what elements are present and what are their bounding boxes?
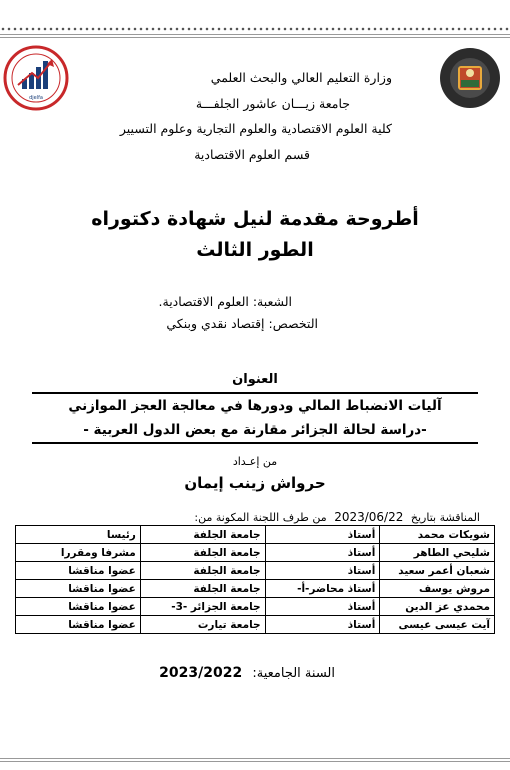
prepared-by-label: من إعـداد	[232, 455, 278, 468]
faculty-logo-caption: djelfa	[29, 95, 43, 101]
ministry-name: وزارة التعليم العالي والبحث العلمي	[210, 70, 392, 85]
member-name: شويكات محمد	[380, 526, 495, 544]
member-role: عضوا مناقشا	[16, 580, 141, 598]
member-institution: جامعة الجلفة	[140, 562, 265, 580]
committee-table	[15, 525, 495, 634]
thesis-cycle: الطور الثالث	[196, 239, 314, 261]
department-name: قسم العلوم الاقتصادية	[194, 147, 310, 162]
member-name: شعبان أعمر سعيد	[380, 562, 495, 580]
member-name: آيت عيسى عيسى	[380, 616, 495, 634]
top-border-dots	[0, 26, 510, 32]
bottom-border-line	[0, 758, 510, 759]
member-role: رئيسا	[16, 526, 141, 544]
university-logo	[438, 44, 502, 110]
committee-row	[16, 562, 495, 580]
member-institution: جامعة تيارت	[140, 616, 265, 634]
member-institution: جامعة الجزائر -3-	[140, 598, 265, 616]
member-name: شليحي الطاهر	[380, 544, 495, 562]
subject-title: آليات الانضباط المالي ودورها في معالجة العجز الموازني	[68, 398, 442, 414]
member-institution: جامعة الجلفة	[140, 526, 265, 544]
member-rank: أستاذ	[265, 616, 380, 634]
committee-row	[16, 616, 495, 634]
subject-bottom-rule	[32, 442, 478, 444]
member-role: مشرفا ومقررا	[16, 544, 141, 562]
faculty-logo	[2, 45, 70, 113]
member-rank: أستاذ	[265, 598, 380, 616]
top-border-line-2	[0, 37, 510, 38]
member-role: عضوا مناقشا	[16, 562, 141, 580]
subject-subtitle: -دراسة لحالة الجزائر مقارنة مع بعض الدول العربية -	[83, 422, 427, 438]
committee-row	[16, 598, 495, 616]
faculty-name: كلية العلوم الاقتصادية والعلوم التجارية وعلوم التسيير	[119, 121, 392, 136]
defense-label: المناقشة بتاريخ	[410, 511, 480, 524]
academic-year-label: السنة الجامعية:	[252, 666, 335, 681]
member-rank: أستاذ	[265, 526, 380, 544]
academic-year	[159, 665, 335, 681]
member-rank: أستاذ محاضر-أ-	[265, 580, 380, 598]
defense-date: 2023/06/22	[334, 510, 404, 524]
member-name: محمدي عز الدين	[380, 598, 495, 616]
member-rank: أستاذ	[265, 562, 380, 580]
defense-info	[194, 510, 480, 524]
committee-row	[16, 526, 495, 544]
top-border-line	[0, 34, 510, 35]
faculty-logo-icon	[2, 45, 70, 113]
thesis-branch: الشعبة: العلوم الاقتصادية.	[158, 294, 292, 309]
university-seal-icon	[438, 44, 502, 110]
member-institution: جامعة الجلفة	[140, 580, 265, 598]
member-role: عضوا مناقشا	[16, 616, 141, 634]
bottom-border-line-2	[0, 761, 510, 762]
thesis-title: أطروحة مقدمة لنيل شهادة دكتوراه	[91, 208, 419, 230]
member-rank: أستاذ	[265, 544, 380, 562]
author-name: حرواش زينب إيمان	[184, 474, 326, 492]
committee-row	[16, 580, 495, 598]
member-name: مروش يوسف	[380, 580, 495, 598]
academic-year-value: 2023/2022	[159, 665, 243, 681]
committee-label: من طرف اللجنة المكونة من:	[194, 511, 327, 524]
thesis-specialty: التخصص: إقتصاد نقدي وبنكي	[166, 316, 318, 331]
committee-row	[16, 544, 495, 562]
member-institution: جامعة الجلفة	[140, 544, 265, 562]
university-name: جامعة زيـــان عاشور الجلفـــة	[195, 96, 350, 111]
subject-heading: العنوان	[232, 372, 278, 387]
subject-top-rule	[32, 392, 478, 394]
member-role: عضوا مناقشا	[16, 598, 141, 616]
